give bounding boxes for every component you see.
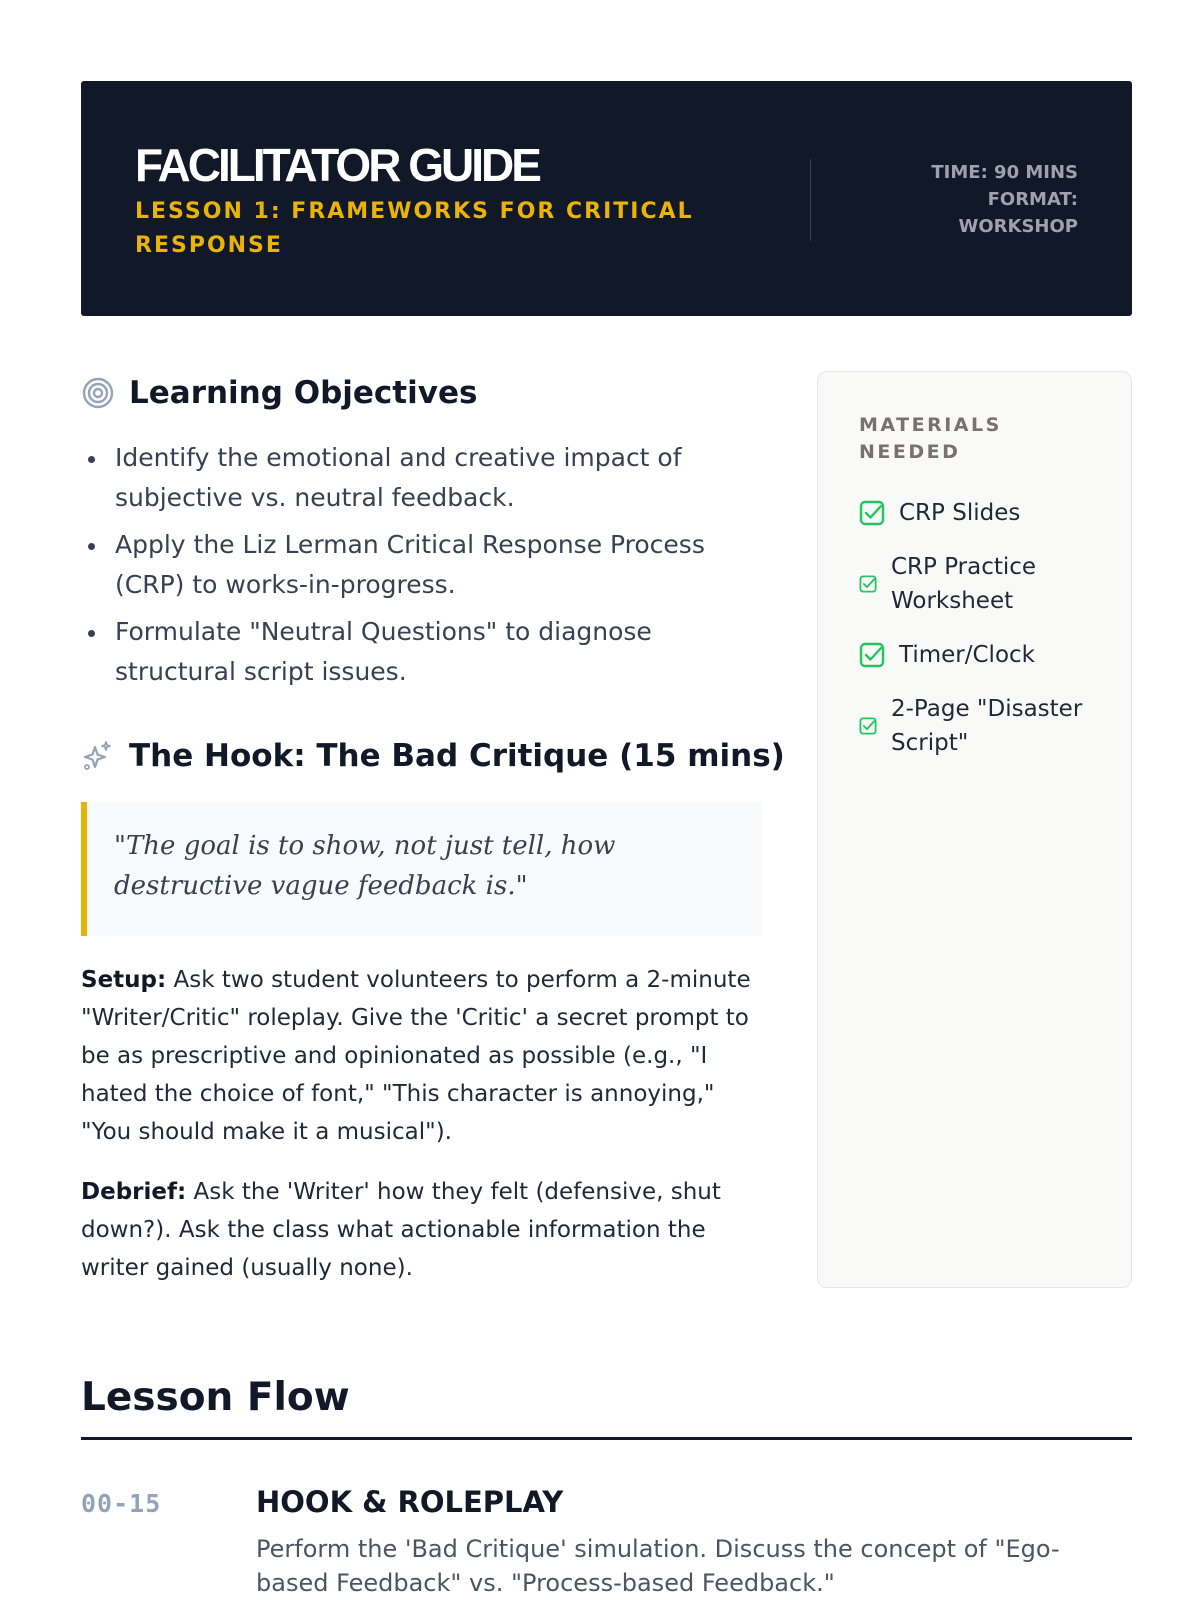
debrief-text: Ask the 'Writer' how they felt (defensive, shut down?). Ask the class what actionable information the writer gained (usually none). (81, 1179, 721, 1281)
material-label: 2-Page "Disaster Script" (891, 696, 1083, 756)
objectives-list (81, 438, 771, 699)
lesson-time: TIME: 90 MINS (931, 162, 1078, 183)
check-square-icon (859, 642, 885, 668)
guide-title: FACILITATOR GUIDE (135, 139, 539, 191)
material-label: CRP Slides (899, 500, 1021, 526)
materials-title: MATERIALS NEEDED (859, 414, 1002, 463)
quote-text: "The goal is to show, not just tell, how destructive vague feedback is." (114, 831, 616, 901)
materials-panel (817, 371, 1132, 1288)
hook-heading: The Hook: The Bad Critique (15 mins) (129, 738, 785, 774)
list-item (859, 550, 1119, 618)
hook-quote (81, 802, 762, 936)
lesson-format: FORMAT: WORKSHOP (958, 189, 1078, 237)
list-item: Formulate "Neutral Questions" to diagnose structural script issues. (81, 612, 771, 692)
objectives-header (81, 375, 477, 411)
debrief-label: Debrief: (81, 1179, 187, 1205)
lesson-subtitle: LESSON 1: FRAMEWORKS FOR CRITICAL RESPONSE (135, 199, 694, 258)
target-icon (81, 376, 115, 410)
hook-header (81, 738, 785, 774)
flow-row-description: Perform the 'Bad Critique' simulation. Discuss the concept of "Ego-based Feedback" vs. "Process-based Feedback." (256, 1535, 1060, 1597)
list-item: Identify the emotional and creative impact of subjective vs. neutral feedback. (81, 438, 771, 518)
materials-list (859, 496, 1119, 780)
setup-paragraph (81, 961, 771, 1151)
lesson-meta (878, 159, 1078, 240)
list-item (859, 638, 1119, 672)
flow-row-name: HOOK & ROLEPLAY (256, 1485, 564, 1519)
check-square-icon (859, 575, 877, 593)
setup-label: Setup: (81, 967, 167, 993)
list-item (859, 692, 1119, 760)
debrief-paragraph (81, 1173, 771, 1287)
flow-row-time: 00-15 (81, 1489, 162, 1518)
lesson-flow-title: Lesson Flow (81, 1375, 350, 1420)
sparkles-icon (81, 739, 115, 773)
check-square-icon (859, 717, 877, 735)
header-divider (810, 159, 811, 241)
list-item (859, 496, 1119, 530)
header-banner (81, 81, 1132, 316)
objectives-heading: Learning Objectives (129, 375, 478, 411)
check-square-icon (859, 500, 885, 526)
list-item: Apply the Liz Lerman Critical Response Process (CRP) to works-in-progress. (81, 525, 771, 605)
material-label: Timer/Clock (899, 642, 1035, 668)
setup-text: Ask two student volunteers to perform a 2-minute "Writer/Critic" roleplay. Give the 'Critic' a secret prompt to be as prescriptive and opinionated as possible (e.g., "I hated the choice of font," "This character is annoying," "You should make it a musical"). (81, 967, 751, 1145)
lesson-flow-divider (81, 1437, 1132, 1440)
material-label: CRP Practice Worksheet (891, 554, 1037, 614)
